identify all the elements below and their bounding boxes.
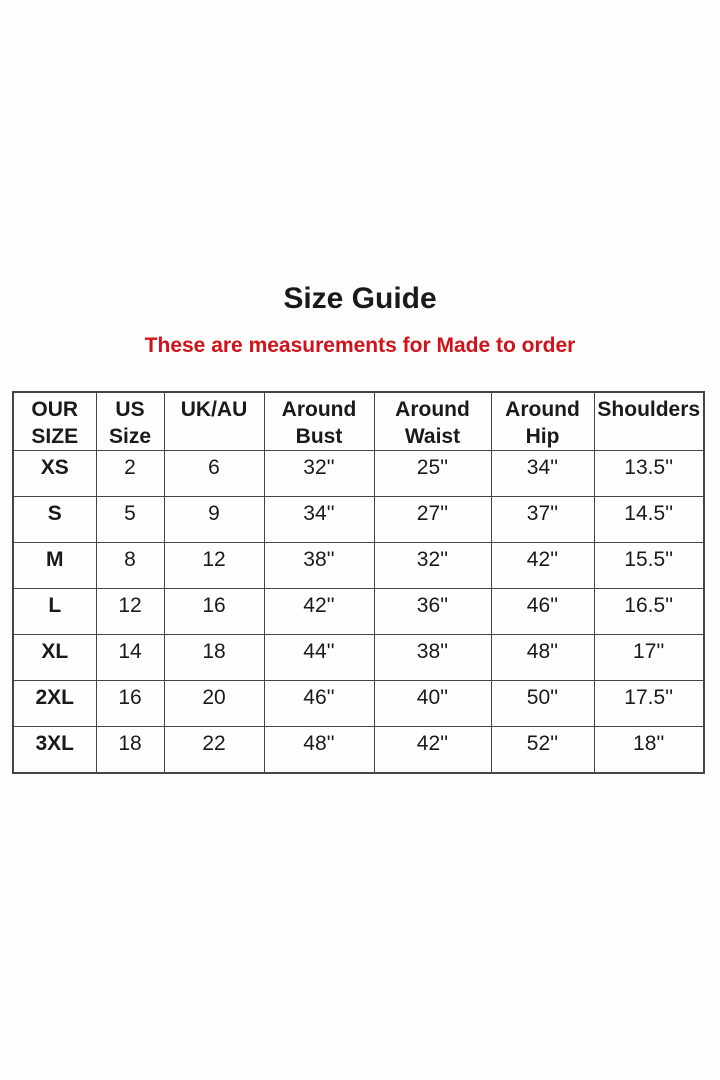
column-header-line: Waist [404, 425, 461, 448]
column-header-line: Shoulders [597, 398, 701, 421]
measurement-around-bust: 48'' [264, 727, 374, 774]
measurement-us-size: 14 [96, 635, 164, 681]
measurement-around-waist: 38'' [374, 635, 491, 681]
column-header-line: Around [395, 398, 470, 421]
measurement-around-bust: 38'' [264, 543, 374, 589]
measurement-around-hip: 46'' [491, 589, 594, 635]
column-header-shoulders [594, 392, 704, 451]
size-row-3xl [13, 727, 704, 774]
measurement-around-waist: 40'' [374, 681, 491, 727]
measurement-around-waist: 32'' [374, 543, 491, 589]
measurement-uk-au: 6 [164, 451, 264, 497]
measurement-around-hip: 48'' [491, 635, 594, 681]
column-header-our-size [13, 392, 96, 451]
measurement-around-bust: 44'' [264, 635, 374, 681]
column-header-line: Bust [295, 425, 343, 448]
measurement-us-size: 12 [96, 589, 164, 635]
size-label: S [13, 497, 96, 543]
measurement-around-hip: 50'' [491, 681, 594, 727]
measurement-uk-au: 9 [164, 497, 264, 543]
measurement-shoulders: 17.5'' [594, 681, 704, 727]
size-row-s [13, 497, 704, 543]
column-header-line: SIZE [31, 425, 79, 448]
measurement-around-bust: 34'' [264, 497, 374, 543]
size-row-l [13, 589, 704, 635]
measurement-uk-au: 12 [164, 543, 264, 589]
measurement-us-size: 5 [96, 497, 164, 543]
size-label: L [13, 589, 96, 635]
measurement-around-hip: 37'' [491, 497, 594, 543]
size-label: 3XL [13, 727, 96, 774]
size-label: XS [13, 451, 96, 497]
size-label: M [13, 543, 96, 589]
measurement-around-waist: 27'' [374, 497, 491, 543]
column-header-uk-au [164, 392, 264, 451]
size-table-body [13, 451, 704, 774]
measurement-uk-au: 18 [164, 635, 264, 681]
measurement-around-hip: 52'' [491, 727, 594, 774]
column-header-line: Hip [525, 425, 560, 448]
measurement-uk-au: 22 [164, 727, 264, 774]
column-header-line: US [115, 398, 145, 421]
column-header-line: Around [505, 398, 580, 421]
measurement-shoulders: 17'' [594, 635, 704, 681]
column-header-line: OUR [31, 398, 79, 421]
column-header-around-bust [264, 392, 374, 451]
measurement-us-size: 18 [96, 727, 164, 774]
measurement-us-size: 16 [96, 681, 164, 727]
measurement-uk-au: 16 [164, 589, 264, 635]
size-row-xs [13, 451, 704, 497]
made-to-order-note: These are measurements for Made to order [144, 334, 576, 357]
size-row-m [13, 543, 704, 589]
measurement-us-size: 2 [96, 451, 164, 497]
column-header-around-hip [491, 392, 594, 451]
column-header-around-waist [374, 392, 491, 451]
size-label: 2XL [13, 681, 96, 727]
measurement-shoulders: 16.5'' [594, 589, 704, 635]
size-row-2xl [13, 681, 704, 727]
measurement-shoulders: 18'' [594, 727, 704, 774]
measurement-around-bust: 42'' [264, 589, 374, 635]
size-label: XL [13, 635, 96, 681]
measurement-shoulders: 13.5'' [594, 451, 704, 497]
column-header-us-size [96, 392, 164, 451]
column-header-line: UK/AU [180, 398, 248, 421]
size-table [12, 391, 705, 774]
measurement-shoulders: 14.5'' [594, 497, 704, 543]
measurement-us-size: 8 [96, 543, 164, 589]
measurement-shoulders: 15.5'' [594, 543, 704, 589]
column-header-line: Around [281, 398, 357, 421]
measurement-uk-au: 20 [164, 681, 264, 727]
measurement-around-bust: 32'' [264, 451, 374, 497]
page-title: Size Guide [283, 282, 437, 315]
size-table-header-row [13, 392, 704, 451]
size-row-xl [13, 635, 704, 681]
measurement-around-bust: 46'' [264, 681, 374, 727]
measurement-around-hip: 42'' [491, 543, 594, 589]
column-header-line: Size [108, 425, 152, 448]
measurement-around-waist: 36'' [374, 589, 491, 635]
measurement-around-waist: 25'' [374, 451, 491, 497]
measurement-around-waist: 42'' [374, 727, 491, 774]
measurement-around-hip: 34'' [491, 451, 594, 497]
